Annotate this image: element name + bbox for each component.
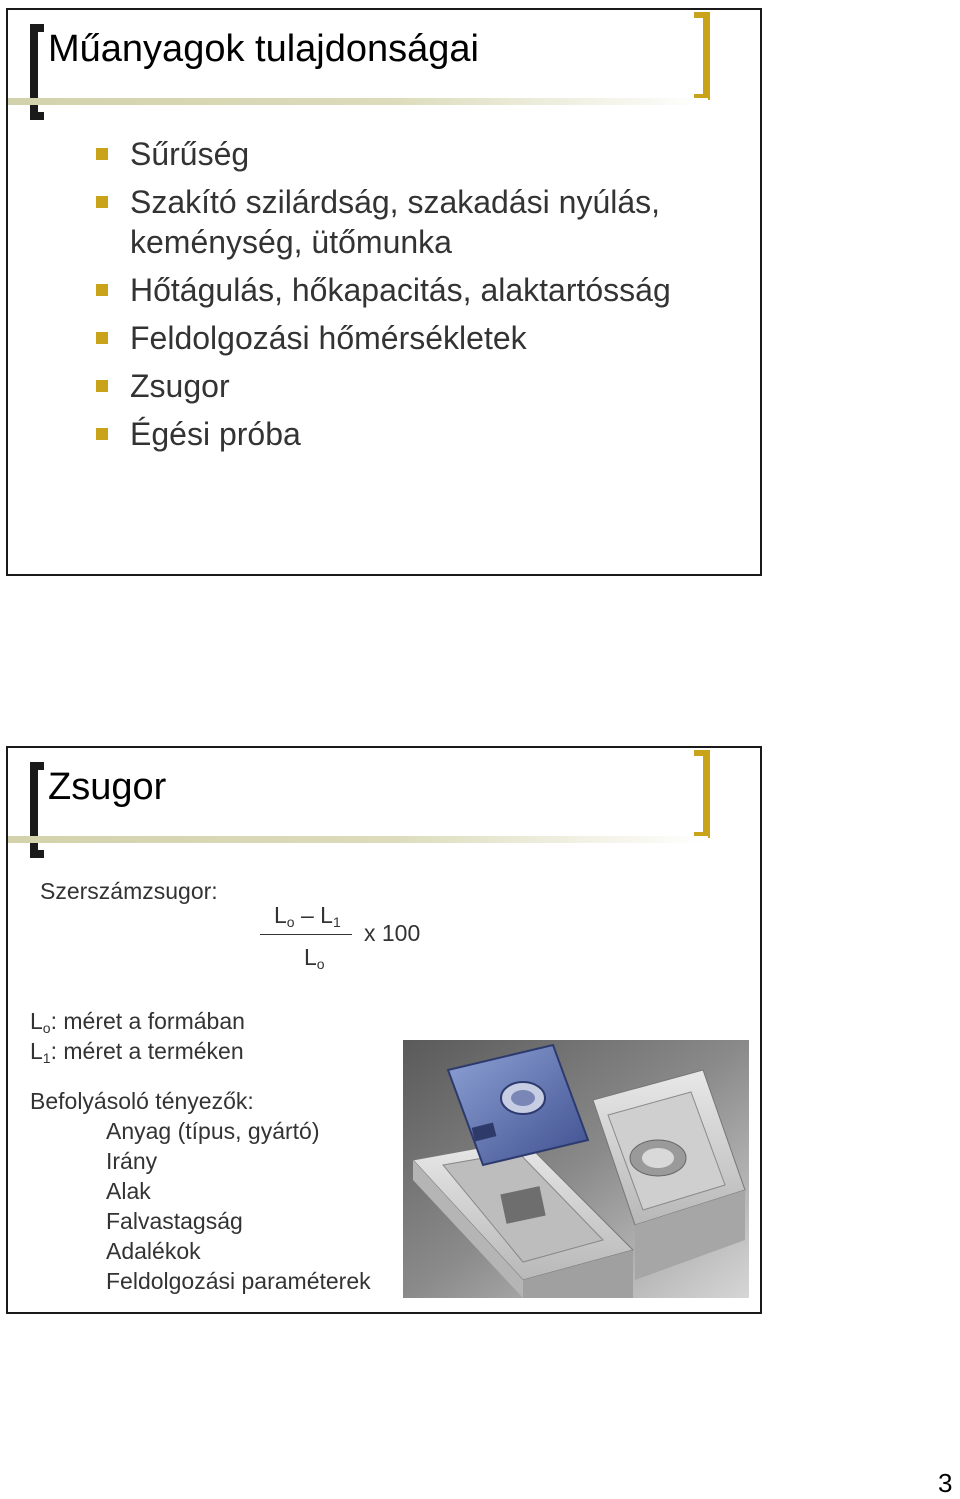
factor-item: Irány xyxy=(106,1148,158,1174)
title-bracket-right xyxy=(694,750,710,838)
tool-shrinkage-label: Szerszámzsugor: xyxy=(40,878,218,904)
factor-item: Anyag (típus, gyártó) xyxy=(106,1118,320,1144)
page-number: 3 xyxy=(938,1468,953,1498)
bullet-item: Sűrűség xyxy=(96,134,730,174)
bullet-square-icon xyxy=(96,196,108,208)
bullet-item: Feldolgozási hőmérsékletek xyxy=(96,318,730,358)
fraction-line xyxy=(260,934,352,935)
influencing-factors xyxy=(30,1086,371,1296)
title-bracket-left xyxy=(30,762,44,858)
factor-item: Alak xyxy=(106,1178,151,1204)
bullet-item: Zsugor xyxy=(96,366,730,406)
bullet-item: Hőtágulás, hőkapacitás, alaktartósság xyxy=(96,270,730,310)
formula-numerator: $L_o - L_1$ xyxy=(274,902,341,930)
bullet-square-icon xyxy=(96,284,108,296)
title-bracket-left xyxy=(30,24,44,120)
factors-heading: Befolyásoló tényezők: xyxy=(30,1088,254,1114)
bullet-square-icon xyxy=(96,428,108,440)
legend-item: $L_1$: méret a terméken xyxy=(30,1038,244,1066)
bullet-item: Égési próba xyxy=(96,414,730,454)
slide-shrinkage xyxy=(6,746,762,1314)
title-underline xyxy=(8,98,708,105)
factor-item: Adalékok xyxy=(106,1238,201,1264)
formula-multiplier: x 100 xyxy=(364,920,421,946)
bullet-square-icon xyxy=(96,332,108,344)
formula-denominator: $L_o$ xyxy=(304,944,325,972)
bullet-list xyxy=(96,134,730,462)
mold-image xyxy=(403,1040,749,1298)
legend-item: $L_o$: méret a formában xyxy=(30,1008,245,1036)
factor-item: Falvastagság xyxy=(106,1208,243,1234)
factor-item: Feldolgozási paraméterek xyxy=(106,1268,371,1294)
bullet-item: Szakító szilárdság, szakadási nyúlás, keménység, ütőmunka xyxy=(96,182,730,262)
title-underline xyxy=(8,836,708,843)
slide-properties xyxy=(6,8,762,576)
bullet-square-icon xyxy=(96,148,108,160)
title-bracket-right xyxy=(694,12,710,100)
slide-title: Zsugor xyxy=(48,766,167,808)
slide-title: Műanyagok tulajdonságai xyxy=(48,28,479,70)
bullet-square-icon xyxy=(96,380,108,392)
